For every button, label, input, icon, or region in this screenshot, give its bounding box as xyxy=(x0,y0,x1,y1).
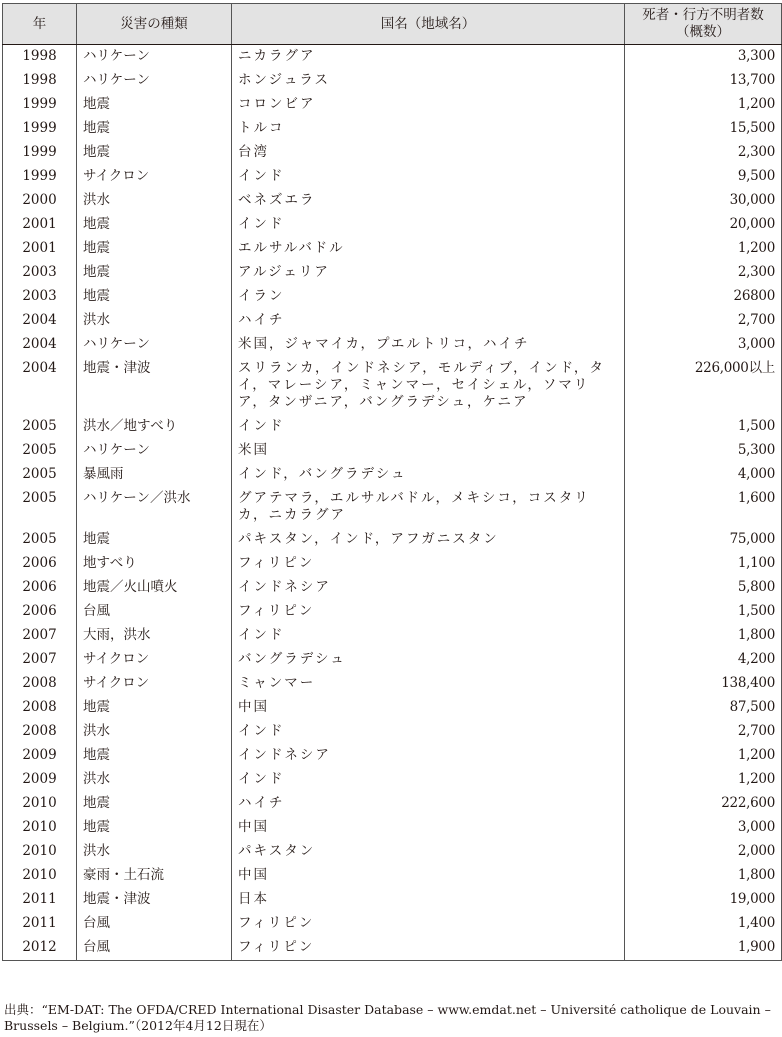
table-row xyxy=(3,463,782,487)
year-cell: 2012 xyxy=(3,936,77,961)
year-cell: 2006 xyxy=(3,552,77,576)
disaster-type-cell: 地震 xyxy=(77,213,232,237)
table-row xyxy=(3,624,782,648)
country-cell: グアテマラ，エルサルバドル，メキシコ，コスタリカ，ニカラグア xyxy=(232,487,625,528)
header-count-line2: （概数） xyxy=(676,24,730,40)
country-cell: インド xyxy=(232,624,625,648)
country-cell: フィリピン xyxy=(232,936,625,961)
table-row xyxy=(3,69,782,93)
header-count xyxy=(625,4,782,45)
table-row xyxy=(3,672,782,696)
country-cell: 台湾 xyxy=(232,141,625,165)
casualty-count-cell: 1,900 xyxy=(625,936,782,961)
disaster-type-cell: 地震 xyxy=(77,93,232,117)
disaster-type-cell: 台風 xyxy=(77,936,232,961)
table-row xyxy=(3,696,782,720)
table-row xyxy=(3,744,782,768)
disaster-type-cell: 洪水 xyxy=(77,720,232,744)
table-row xyxy=(3,864,782,888)
disaster-table xyxy=(2,3,782,961)
country-cell: フィリピン xyxy=(232,552,625,576)
country-cell: バングラデシュ xyxy=(232,648,625,672)
country-cell: インド，バングラデシュ xyxy=(232,463,625,487)
disaster-type-cell: サイクロン xyxy=(77,672,232,696)
country-cell: インド xyxy=(232,720,625,744)
year-cell: 1999 xyxy=(3,93,77,117)
table-row xyxy=(3,552,782,576)
year-cell: 2004 xyxy=(3,357,77,415)
disaster-type-cell: サイクロン xyxy=(77,165,232,189)
casualty-count-cell: 3,000 xyxy=(625,816,782,840)
country-cell: エルサルバドル xyxy=(232,237,625,261)
year-cell: 2007 xyxy=(3,624,77,648)
disaster-type-cell: 洪水 xyxy=(77,189,232,213)
source-note xyxy=(4,1002,780,1034)
casualty-count-cell: 1,600 xyxy=(625,487,782,528)
casualty-count-cell: 1,500 xyxy=(625,415,782,439)
table-row xyxy=(3,439,782,463)
disaster-type-cell: ハリケーン xyxy=(77,333,232,357)
disaster-type-cell: 暴風雨 xyxy=(77,463,232,487)
year-cell: 1998 xyxy=(3,69,77,93)
country-cell: 米国，ジャマイカ，プエルトリコ，ハイチ xyxy=(232,333,625,357)
casualty-count-cell: 2,300 xyxy=(625,261,782,285)
casualty-count-cell: 1,100 xyxy=(625,552,782,576)
disaster-type-cell: 洪水／地すべり xyxy=(77,415,232,439)
header-year: 年 xyxy=(3,4,77,45)
casualty-count-cell: 1,800 xyxy=(625,624,782,648)
year-cell: 1999 xyxy=(3,165,77,189)
country-cell: インド xyxy=(232,415,625,439)
disaster-type-cell: 地震 xyxy=(77,285,232,309)
table-row xyxy=(3,237,782,261)
year-cell: 2005 xyxy=(3,463,77,487)
disaster-type-cell: 地震 xyxy=(77,816,232,840)
year-cell: 2010 xyxy=(3,816,77,840)
table-row xyxy=(3,141,782,165)
casualty-count-cell: 222,600 xyxy=(625,792,782,816)
casualty-count-cell: 1,200 xyxy=(625,237,782,261)
casualty-count-cell: 3,000 xyxy=(625,333,782,357)
casualty-count-cell: 19,000 xyxy=(625,888,782,912)
table-row xyxy=(3,165,782,189)
year-cell: 2005 xyxy=(3,439,77,463)
year-cell: 2008 xyxy=(3,672,77,696)
table-row xyxy=(3,189,782,213)
casualty-count-cell: 2,300 xyxy=(625,141,782,165)
country-cell: トルコ xyxy=(232,117,625,141)
table-row xyxy=(3,261,782,285)
year-cell: 2001 xyxy=(3,213,77,237)
country-cell: パキスタン，インド，アフガニスタン xyxy=(232,528,625,552)
year-cell: 2011 xyxy=(3,888,77,912)
year-cell: 2004 xyxy=(3,333,77,357)
casualty-count-cell: 5,300 xyxy=(625,439,782,463)
country-cell: ハイチ xyxy=(232,309,625,333)
year-cell: 2010 xyxy=(3,864,77,888)
country-cell: 米国 xyxy=(232,439,625,463)
year-cell: 2000 xyxy=(3,189,77,213)
casualty-count-cell: 30,000 xyxy=(625,189,782,213)
country-cell: イラン xyxy=(232,285,625,309)
country-cell: インド xyxy=(232,165,625,189)
country-cell: ニカラグア xyxy=(232,45,625,70)
country-cell: パキスタン xyxy=(232,840,625,864)
year-cell: 2010 xyxy=(3,840,77,864)
header-type: 災害の種類 xyxy=(77,4,232,45)
disaster-type-cell: 地震 xyxy=(77,237,232,261)
casualty-count-cell: 13,700 xyxy=(625,69,782,93)
casualty-count-cell: 1,500 xyxy=(625,600,782,624)
table-row xyxy=(3,487,782,528)
disaster-type-cell: 地震 xyxy=(77,696,232,720)
year-cell: 1999 xyxy=(3,141,77,165)
country-cell: インド xyxy=(232,213,625,237)
table-row xyxy=(3,648,782,672)
country-cell: コロンビア xyxy=(232,93,625,117)
casualty-count-cell: 87,500 xyxy=(625,696,782,720)
table-row xyxy=(3,117,782,141)
year-cell: 2009 xyxy=(3,744,77,768)
year-cell: 1998 xyxy=(3,45,77,70)
disaster-type-cell: 台風 xyxy=(77,912,232,936)
casualty-count-cell: 5,800 xyxy=(625,576,782,600)
table-row xyxy=(3,285,782,309)
casualty-count-cell: 1,200 xyxy=(625,768,782,792)
year-cell: 1999 xyxy=(3,117,77,141)
disaster-type-cell: 台風 xyxy=(77,600,232,624)
table-row xyxy=(3,93,782,117)
casualty-count-cell: 2,700 xyxy=(625,720,782,744)
disaster-type-cell: ハリケーン／洪水 xyxy=(77,487,232,528)
table-row xyxy=(3,213,782,237)
table-row xyxy=(3,936,782,961)
table-row xyxy=(3,528,782,552)
casualty-count-cell: 4,000 xyxy=(625,463,782,487)
disaster-type-cell: 洪水 xyxy=(77,840,232,864)
country-cell: インドネシア xyxy=(232,576,625,600)
header-count-line1: 死者・行方不明者数 xyxy=(642,7,764,23)
year-cell: 2001 xyxy=(3,237,77,261)
country-cell: フィリピン xyxy=(232,600,625,624)
table-row xyxy=(3,912,782,936)
disaster-type-cell: 地震 xyxy=(77,528,232,552)
table-header xyxy=(3,4,782,45)
country-cell: ホンジュラス xyxy=(232,69,625,93)
disaster-type-cell: 洪水 xyxy=(77,768,232,792)
year-cell: 2006 xyxy=(3,600,77,624)
disaster-type-cell: 大雨，洪水 xyxy=(77,624,232,648)
disaster-type-cell: 洪水 xyxy=(77,309,232,333)
casualty-count-cell: 20,000 xyxy=(625,213,782,237)
table-row xyxy=(3,576,782,600)
country-cell: 日本 xyxy=(232,888,625,912)
country-cell: 中国 xyxy=(232,696,625,720)
casualty-count-cell: 9,500 xyxy=(625,165,782,189)
header-country: 国名（地域名） xyxy=(232,4,625,45)
table-row xyxy=(3,415,782,439)
casualty-count-cell: 15,500 xyxy=(625,117,782,141)
year-cell: 2004 xyxy=(3,309,77,333)
casualty-count-cell: 138,400 xyxy=(625,672,782,696)
year-cell: 2006 xyxy=(3,576,77,600)
country-cell: ベネズエラ xyxy=(232,189,625,213)
casualty-count-cell: 2,700 xyxy=(625,309,782,333)
disaster-type-cell: 地震 xyxy=(77,261,232,285)
disaster-type-cell: 地すべり xyxy=(77,552,232,576)
disaster-type-cell: 地震 xyxy=(77,744,232,768)
country-cell: ミャンマー xyxy=(232,672,625,696)
disaster-type-cell: 地震／火山噴火 xyxy=(77,576,232,600)
year-cell: 2003 xyxy=(3,285,77,309)
table-row xyxy=(3,45,782,70)
disaster-type-cell: 豪雨・土石流 xyxy=(77,864,232,888)
casualty-count-cell: 26800 xyxy=(625,285,782,309)
disaster-type-cell: 地震 xyxy=(77,792,232,816)
source-text: “EM-DAT: The OFDA/CRED International Disaster Database – www.emdat.net – Université catholique de Louvain – Brussels – Belgium.”（2012年4月12日現在） xyxy=(4,1002,771,1033)
table-row xyxy=(3,888,782,912)
table-row xyxy=(3,816,782,840)
casualty-count-cell: 3,300 xyxy=(625,45,782,70)
year-cell: 2005 xyxy=(3,487,77,528)
country-cell: 中国 xyxy=(232,864,625,888)
casualty-count-cell: 226,000以上 xyxy=(625,357,782,415)
disaster-type-cell: 地震 xyxy=(77,117,232,141)
casualty-count-cell: 1,800 xyxy=(625,864,782,888)
year-cell: 2003 xyxy=(3,261,77,285)
country-cell: スリランカ，インドネシア，モルディブ，インド，タイ，マレーシア，ミャンマー，セイシェル，ソマリア，タンザニア，バングラデシュ，ケニア xyxy=(232,357,625,415)
country-cell: ハイチ xyxy=(232,792,625,816)
table-row xyxy=(3,840,782,864)
table-row xyxy=(3,720,782,744)
table-body xyxy=(3,45,782,961)
table-row xyxy=(3,357,782,415)
disaster-type-cell: ハリケーン xyxy=(77,45,232,70)
casualty-count-cell: 75,000 xyxy=(625,528,782,552)
year-cell: 2007 xyxy=(3,648,77,672)
country-cell: アルジェリア xyxy=(232,261,625,285)
table-row xyxy=(3,309,782,333)
casualty-count-cell: 2,000 xyxy=(625,840,782,864)
casualty-count-cell: 1,200 xyxy=(625,744,782,768)
year-cell: 2008 xyxy=(3,720,77,744)
source-label: 出典： xyxy=(4,1002,42,1017)
year-cell: 2009 xyxy=(3,768,77,792)
year-cell: 2010 xyxy=(3,792,77,816)
header-row xyxy=(3,4,782,45)
country-cell: インドネシア xyxy=(232,744,625,768)
table-row xyxy=(3,333,782,357)
country-cell: インド xyxy=(232,768,625,792)
disaster-type-cell: サイクロン xyxy=(77,648,232,672)
table-row xyxy=(3,600,782,624)
year-cell: 2011 xyxy=(3,912,77,936)
casualty-count-cell: 1,400 xyxy=(625,912,782,936)
table-row xyxy=(3,792,782,816)
disaster-type-cell: 地震 xyxy=(77,141,232,165)
casualty-count-cell: 1,200 xyxy=(625,93,782,117)
casualty-count-cell: 4,200 xyxy=(625,648,782,672)
country-cell: 中国 xyxy=(232,816,625,840)
year-cell: 2005 xyxy=(3,415,77,439)
table-row xyxy=(3,768,782,792)
year-cell: 2005 xyxy=(3,528,77,552)
country-cell: フィリピン xyxy=(232,912,625,936)
disaster-type-cell: ハリケーン xyxy=(77,439,232,463)
disaster-type-cell: 地震・津波 xyxy=(77,357,232,415)
disaster-type-cell: ハリケーン xyxy=(77,69,232,93)
year-cell: 2008 xyxy=(3,696,77,720)
disaster-type-cell: 地震・津波 xyxy=(77,888,232,912)
